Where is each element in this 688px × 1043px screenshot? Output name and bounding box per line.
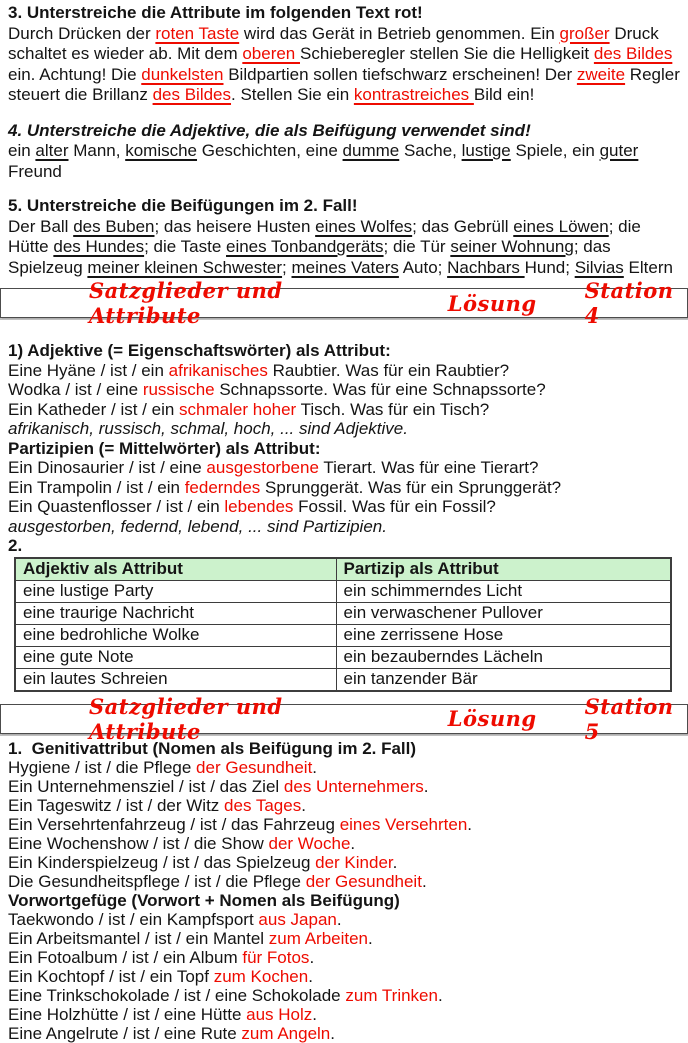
text-segment: . [421, 871, 427, 891]
section-exercises-3-4-5 [8, 3, 680, 341]
answer-red-text: ausgestorbene [206, 458, 319, 477]
text-segment: Eine Holzhütte / ist / eine Hütte [8, 1004, 247, 1024]
text-segment: Ein Trampolin / ist / ein [8, 477, 185, 497]
text-line [8, 141, 680, 162]
text-segment: . [467, 814, 473, 834]
text-segment: ; das heisere Husten [154, 216, 316, 236]
table-header-cell: Partizip als Attribut [336, 558, 671, 581]
text-line [8, 258, 680, 279]
text-segment: . [309, 947, 315, 967]
text-segment: 3. Unterstreiche die Attribute im folgenden Text rot! [8, 3, 423, 22]
heading-line [8, 3, 680, 24]
text-segment: ; die [608, 216, 641, 236]
text-segment: Hund; [524, 257, 575, 277]
text-segment: Eine Wochenshow / ist / die Show [8, 833, 269, 853]
text-segment: ; die Tür [383, 237, 451, 256]
text-segment: 2. [8, 536, 23, 555]
text-segment: Ein Fotoalbum / ist / ein Album [8, 947, 243, 967]
text-line [8, 834, 680, 853]
text-segment: Druck [609, 23, 659, 43]
heading-line [8, 341, 680, 361]
text-segment: . [336, 909, 342, 929]
table-row [15, 624, 671, 646]
text-segment: 4. Unterstreiche die Adjektive, die als Beifügung verwendet sind! [8, 120, 531, 140]
table-cell: eine bedrohliche Wolke [15, 624, 336, 646]
heading-line [8, 439, 680, 459]
banner-title: Satzglieder und Attribute [89, 693, 283, 744]
text-segment: Hygiene / ist / die Pflege [8, 757, 197, 777]
text-segment: Spiele, ein [510, 141, 600, 160]
text-line [8, 910, 680, 929]
text-segment: ; [282, 257, 292, 277]
underlined-text: komische [125, 141, 198, 160]
text-segment: . [423, 776, 429, 796]
text-segment: . [312, 1004, 317, 1024]
text-segment: Durch Drücken der [8, 23, 156, 43]
text-segment: . [301, 795, 306, 815]
underlined-text: eines Löwen [513, 216, 609, 236]
text-segment: Der Ball [8, 216, 74, 236]
section-station5-solution [8, 739, 680, 1043]
banner-solution-label: Lösung [447, 290, 537, 316]
banner-title: Satzglieder und Attribute [89, 278, 283, 328]
text-segment: Fossil. Was für ein Fossil? [293, 497, 496, 516]
text-line [8, 65, 680, 86]
text-segment: Eine Trinkschokolade / ist / eine Schokolade [8, 985, 346, 1005]
text-segment: Vorwortgefüge (Vorwort + Nomen als Beifügung) [8, 890, 400, 910]
answer-red-text: des Unternehmers [283, 776, 424, 796]
answer-red-underlined-text: des Bildes [152, 85, 232, 104]
text-line [8, 986, 680, 1005]
answer-red-text: zum Trinken [345, 985, 438, 1005]
text-segment: ausgestorben, federnd, lebend, ... sind Partizipien. [8, 516, 387, 536]
answer-red-text: der Woche [268, 833, 351, 853]
underlined-text: des Buben [73, 216, 155, 236]
text-line [8, 44, 680, 65]
text-segment: Raubtier. Was für ein Raubtier? [267, 360, 510, 380]
text-line [8, 458, 680, 478]
text-line [8, 929, 680, 948]
text-segment: ; das [573, 237, 611, 256]
text-segment: Ein Unternehmensziel / ist / das Ziel [8, 776, 284, 796]
answer-red-underlined-text: zweite [576, 64, 626, 84]
text-line [8, 162, 680, 183]
text-line [8, 24, 680, 45]
station-banner [0, 278, 688, 328]
underlined-text: seiner Wohnung [450, 237, 574, 256]
answer-red-text: afrikanisches [168, 360, 268, 380]
text-segment: Auto; [398, 257, 448, 277]
answer-red-underlined-text: kontrastreiches [353, 85, 474, 104]
text-line [8, 380, 680, 400]
text-line [8, 1005, 680, 1024]
text-segment: Tisch. Was für ein Tisch? [296, 399, 490, 419]
answer-red-text: zum Arbeiten [268, 928, 369, 948]
answer-red-text: aus Japan [258, 909, 337, 929]
text-segment: Sache, [399, 141, 462, 160]
text-segment: afrikanisch, russisch, schmal, hoch, ... sind Adjektive. [8, 419, 408, 438]
answer-red-text: federndes [184, 477, 261, 497]
text-segment: Bild ein! [473, 85, 535, 104]
text-segment: schaltet es wieder ab. Mit dem [8, 44, 243, 63]
answer-red-underlined-text: großer [559, 23, 610, 43]
text-segment: Regler [625, 64, 680, 84]
text-segment: 1) Adjektive (= Eigenschaftswörter) als Attribut: [8, 341, 391, 360]
heading-line [8, 739, 680, 758]
text-line [8, 872, 680, 891]
text-segment: Ein Versehrtenfahrzeug / ist / das Fahrzeug [8, 814, 340, 834]
underlined-text: des Hundes [53, 237, 145, 256]
answer-red-text: aus Holz [246, 1004, 313, 1024]
text-segment: Schnapssorte. Was für eine Schnapssorte? [214, 380, 546, 399]
text-segment: steuert die Brillanz [8, 85, 153, 104]
text-segment: . Stellen Sie ein [231, 85, 354, 104]
table-header-row [15, 558, 671, 581]
heading-line [8, 121, 680, 142]
text-segment: ein [8, 141, 36, 160]
text-segment: Freund [8, 161, 62, 181]
banner-station-label: Station 4 [584, 278, 674, 328]
table-row [15, 646, 671, 668]
text-segment: Ein Katheder / ist / ein [8, 399, 180, 419]
text-line [8, 217, 680, 238]
underlined-text: meines Vaters [291, 257, 399, 277]
spacer [8, 106, 680, 121]
text-segment: Ein Quastenflosser / ist / ein [8, 497, 225, 516]
text-segment: wird das Gerät in Betrieb genommen. Ein [239, 23, 560, 43]
spacer [8, 182, 680, 196]
text-segment: Schieberegler stellen Sie die Helligkeit [300, 44, 594, 63]
text-line [8, 853, 680, 872]
underlined-text: guter [599, 141, 639, 160]
heading-line [8, 536, 680, 556]
underlined-text: meiner kleinen Schwester [87, 257, 283, 277]
underlined-text: Nachbars [447, 257, 525, 277]
table-cell: ein lautes Schreien [15, 668, 336, 691]
heading-line [8, 196, 680, 217]
answer-red-text: der Gesundheit [196, 757, 313, 777]
text-segment: . [368, 928, 373, 948]
answer-red-text: des Tages [224, 795, 302, 815]
underlined-text: lustige [461, 141, 511, 160]
text-line [8, 777, 680, 796]
station-banner [0, 693, 688, 744]
answer-red-text: russische [142, 380, 215, 399]
text-line [8, 1024, 680, 1043]
underlined-text: eines Tonbandgeräts [226, 237, 384, 256]
text-segment: . [308, 966, 313, 986]
text-segment: ; das Gebrüll [412, 216, 514, 236]
text-segment: Bildpartien sollen tiefschwarz erscheinen! Der [223, 64, 577, 84]
text-segment: Hütte [8, 237, 54, 256]
answer-red-text: schmaler hoher [179, 399, 297, 419]
text-segment: Sprunggerät. Was für ein Sprunggerät? [260, 477, 562, 497]
text-segment: Taekwondo / ist / ein Kampfsport [8, 909, 259, 929]
table-cell: eine lustige Party [15, 580, 336, 602]
text-segment: . [312, 757, 318, 777]
text-segment: . [330, 1023, 335, 1043]
attribute-table [14, 557, 672, 692]
answer-red-underlined-text: roten Taste [155, 23, 240, 43]
text-line [8, 497, 680, 517]
text-line [8, 361, 680, 381]
section-station4-solution [8, 341, 680, 744]
text-line [8, 237, 680, 258]
text-segment: Tierart. Was für eine Tierart? [318, 458, 539, 477]
underlined-text: eines Wolfes [315, 216, 413, 236]
table-header-cell: Adjektiv als Attribut [15, 558, 336, 581]
text-segment: . [392, 852, 398, 872]
heading-line [8, 419, 680, 439]
underlined-text: Silvias [574, 257, 624, 277]
text-segment: Mann, [68, 141, 126, 160]
answer-red-text: der Kinder [315, 852, 393, 872]
text-segment: 1. Genitivattribut (Nomen als Beifügung im 2. Fall) [8, 738, 417, 758]
text-segment: Eine Angelrute / ist / eine Rute [8, 1023, 242, 1043]
text-segment: Partizipien (= Mittelwörter) als Attribut: [8, 438, 321, 458]
text-line [8, 815, 680, 834]
table-cell: ein bezauberndes Lächeln [336, 646, 671, 668]
table-cell: ein verwaschener Pullover [336, 602, 671, 624]
table-cell: ein schimmerndes Licht [336, 580, 671, 602]
underlined-text: dumme [342, 141, 400, 160]
underlined-text: alter [35, 141, 69, 160]
table-row [15, 668, 671, 691]
text-segment: Ein Tageswitz / ist / der Witz [8, 795, 225, 815]
text-line [8, 758, 680, 777]
text-segment: Ein Arbeitsmantel / ist / ein Mantel [8, 928, 269, 948]
answer-red-text: zum Angeln [241, 1023, 331, 1043]
text-segment: . [437, 985, 443, 1005]
text-segment: Ein Kochtopf / ist / ein Topf [8, 966, 214, 986]
text-segment: ; die Taste [144, 237, 226, 256]
heading-line [8, 891, 680, 910]
table-row [15, 602, 671, 624]
text-line [8, 478, 680, 498]
table-cell: ein tanzender Bär [336, 668, 671, 691]
table-cell: eine traurige Nachricht [15, 602, 336, 624]
text-line [8, 948, 680, 967]
table-cell: eine zerrissene Hose [336, 624, 671, 646]
table-row [15, 580, 671, 602]
text-segment: ein. Achtung! Die [8, 64, 142, 84]
text-segment: Spielzeug [8, 257, 88, 277]
text-line [8, 967, 680, 986]
banner-solution-label: Lösung [447, 706, 537, 731]
text-segment: Eltern [623, 257, 673, 277]
answer-red-text: eines Versehrten [339, 814, 468, 834]
text-line [8, 796, 680, 815]
text-segment: . [350, 833, 356, 853]
text-segment: Geschichten, eine [197, 141, 343, 160]
answer-red-text: lebendes [224, 497, 294, 516]
answer-red-underlined-text: des Bildes [593, 44, 673, 63]
text-segment: Eine Hyäne / ist / ein [8, 360, 169, 380]
heading-line [8, 517, 680, 537]
answer-red-underlined-text: dunkelsten [141, 64, 224, 84]
text-segment: 5. Unterstreiche die Beifügungen im 2. Fall! [8, 196, 358, 215]
answer-red-text: für Fotos [242, 947, 310, 967]
table-cell: eine gute Note [15, 646, 336, 668]
text-segment: Die Gesundheitspflege / ist / die Pflege [8, 871, 306, 891]
text-line [8, 400, 680, 420]
answer-red-underlined-text: oberen [242, 44, 300, 63]
answer-red-text: zum Kochen [213, 966, 309, 986]
text-line [8, 85, 680, 106]
text-segment: Ein Dinosaurier / ist / eine [8, 458, 207, 477]
answer-red-text: der Gesundheit [305, 871, 422, 891]
text-segment: Ein Kinderspielzeug / ist / das Spielzeug [8, 852, 316, 872]
text-segment: Wodka / ist / eine [8, 380, 143, 399]
banner-station-label: Station 5 [584, 693, 674, 744]
